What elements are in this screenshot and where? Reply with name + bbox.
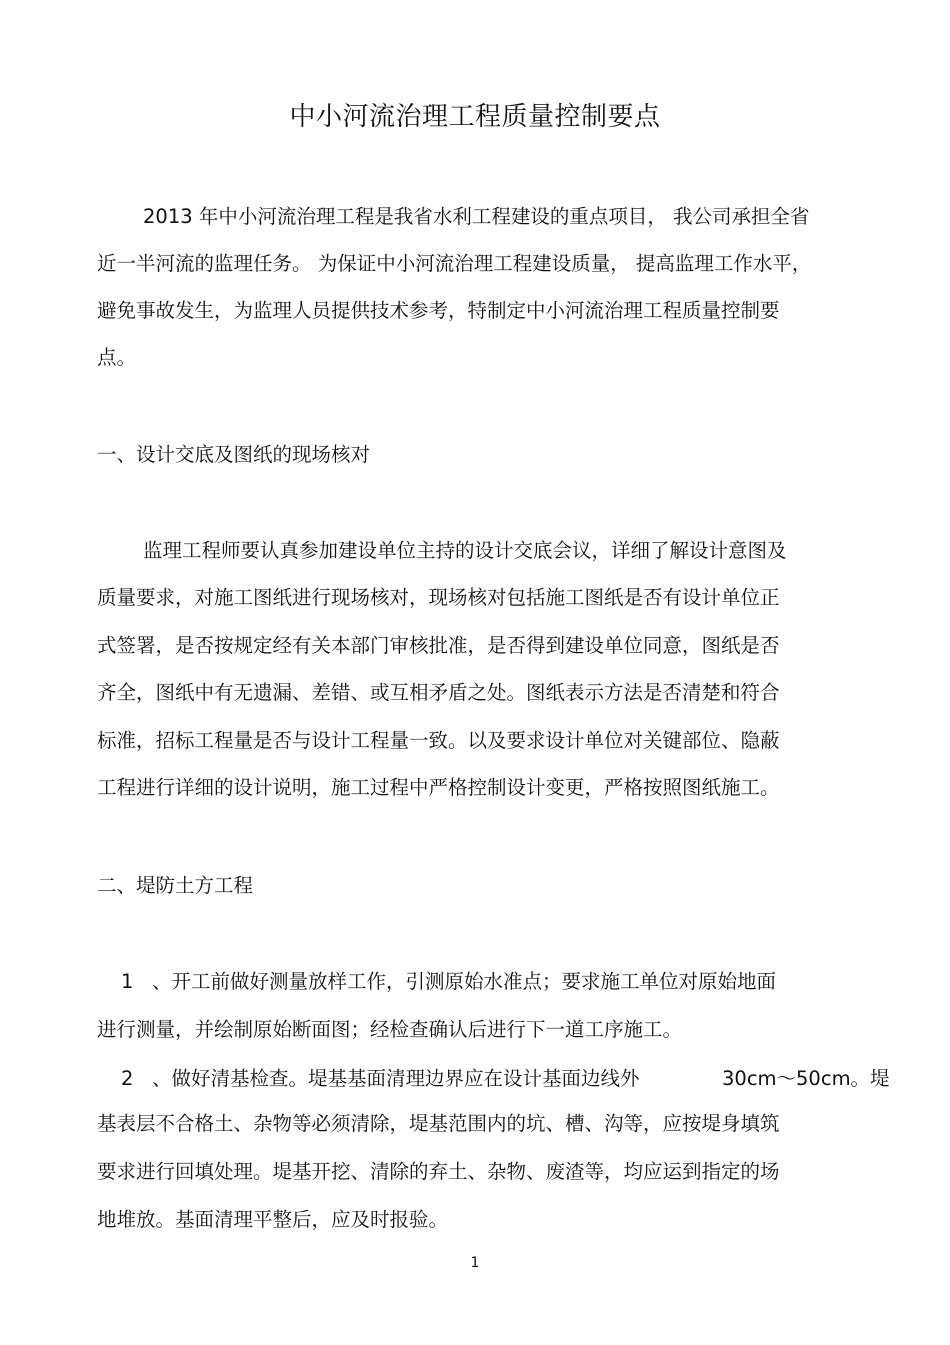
item-1-line-1: 、开工前做好测量放样工作，引测原始水准点；要求施工单位对原始地面 [152, 970, 777, 993]
section-1-heading: 一、设计交底及图纸的现场核对 [97, 443, 371, 466]
page-number: 1 [470, 1255, 480, 1271]
section-2-heading: 二、堤防土方工程 [97, 874, 254, 897]
item-2-number: 2 [121, 1067, 134, 1090]
intro-line-2: 近一半河流的监理任务。 为保证中小河流治理工程建设质量， 提高监理工作水平， [97, 252, 812, 275]
item-2-line-3: 要求进行回填处理。堤基开挖、清除的弃土、杂物、废渣等，均应运到指定的场 [97, 1160, 780, 1183]
intro-line-1: 2013 年中小河流治理工程是我省水利工程建设的重点项目， 我公司承担全省 [143, 205, 810, 228]
item-2-line-4: 地堆放。基面清理平整后，应及时报验。 [97, 1208, 449, 1231]
document-title: 中小河流治理工程质量控制要点 [289, 102, 661, 132]
section-1-line-4: 齐全，图纸中有无遗漏、差错、或互相矛盾之处。图纸表示方法是否清楚和符合 [97, 681, 780, 704]
intro-line-3: 避免事故发生，为监理人员提供技术参考，特制定中小河流治理工程质量控制要 [97, 299, 780, 322]
item-2-measure: 30cm～50cm。堤 [722, 1067, 890, 1090]
section-1-line-5: 标准，招标工程量是否与设计工程量一致。以及要求设计单位对关键部位、隐蔽 [97, 729, 780, 752]
item-1-line-2: 进行测量，并绘制原始断面图；经检查确认后进行下一道工序施工。 [97, 1018, 683, 1041]
item-2-line-1: 、做好清基检查。堤基基面清理边界应在设计基面边线外 [152, 1067, 640, 1090]
section-1-line-2: 质量要求，对施工图纸进行现场核对，现场核对包括施工图纸是否有设计单位正 [97, 586, 780, 609]
item-2-line-2: 基表层不合格土、杂物等必须清除，堤基范围内的坑、槽、沟等，应按堤身填筑 [97, 1112, 780, 1135]
intro-line-4: 点。 [97, 346, 137, 369]
section-1-line-1: 监理工程师要认真参加建设单位主持的设计交底会议，详细了解设计意图及 [143, 539, 787, 562]
section-1-line-3: 式签署，是否按规定经有关本部门审核批准，是否得到建设单位同意，图纸是否 [97, 634, 780, 657]
item-1-number: 1 [121, 970, 134, 993]
section-1-line-6: 工程进行详细的设计说明，施工过程中严格控制设计变更，严格按照图纸施工。 [97, 776, 780, 799]
